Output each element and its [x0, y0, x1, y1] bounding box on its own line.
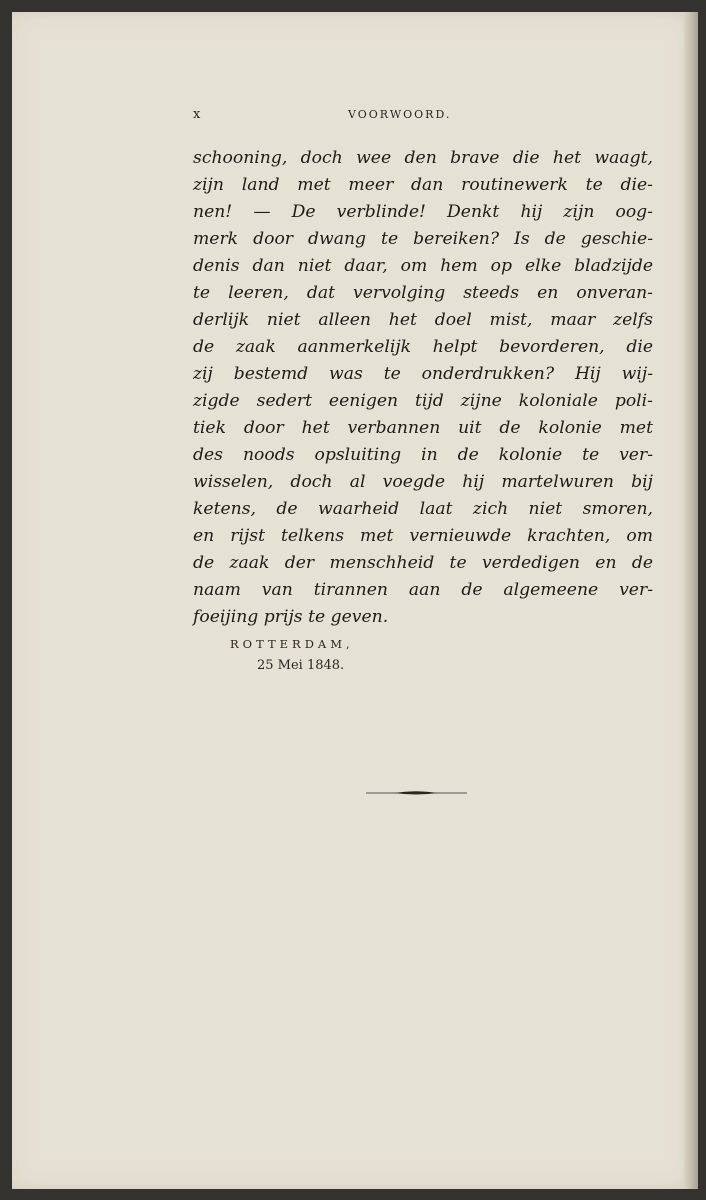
tailpiece-rule-icon: [366, 788, 467, 798]
page-number: x: [193, 107, 202, 122]
text-line: wisselen, doch al voegde hij martelwuren bij: [193, 472, 653, 492]
text-line: denis dan niet daar, om hem op elke bladzijde: [193, 256, 653, 276]
text-line: des noods opsluiting in de kolonie te ver-: [193, 445, 653, 465]
text-line: nen! — De verblinde! Denkt hij zijn oog-: [193, 202, 653, 222]
text-line: merk door dwang te bereiken? Is de geschie-: [193, 229, 653, 249]
text-line: de zaak der menschheid te verdedigen en de: [193, 553, 653, 573]
body-text: [193, 145, 653, 631]
text-line: tiek door het verbannen uit de kolonie met: [193, 418, 653, 438]
page-edge: [684, 12, 698, 1189]
running-head: VOORWOORD.: [348, 108, 452, 121]
text-line: en rijst telkens met vernieuwde krachten, om: [193, 526, 653, 546]
text-line: te leeren, dat vervolging steeds en onveran-: [193, 283, 653, 303]
page-header: [193, 107, 473, 127]
text-line: zigde sedert eenigen tijd zijne koloniale poli-: [193, 391, 653, 411]
signature-date: 25 Mei 1848.: [257, 658, 345, 673]
text-line: naam van tirannen aan de algemeene ver-: [193, 580, 653, 600]
text-line: ketens, de waarheid laat zich niet smoren,: [193, 499, 653, 519]
text-line: foeijing prijs te geven.: [193, 607, 389, 627]
signature-place: ROTTERDAM,: [230, 637, 354, 651]
text-line: schooning, doch wee den brave die het waagt,: [193, 148, 653, 168]
signature-block: [230, 633, 354, 677]
text-line: zijn land met meer dan routinewerk te die-: [193, 175, 653, 195]
text-line: derlijk niet alleen het doel mist, maar zelfs: [193, 310, 653, 330]
text-line: zij bestemd was te onderdrukken? Hij wij-: [193, 364, 653, 384]
text-line: de zaak aanmerkelijk helpt bevorderen, die: [193, 337, 653, 357]
